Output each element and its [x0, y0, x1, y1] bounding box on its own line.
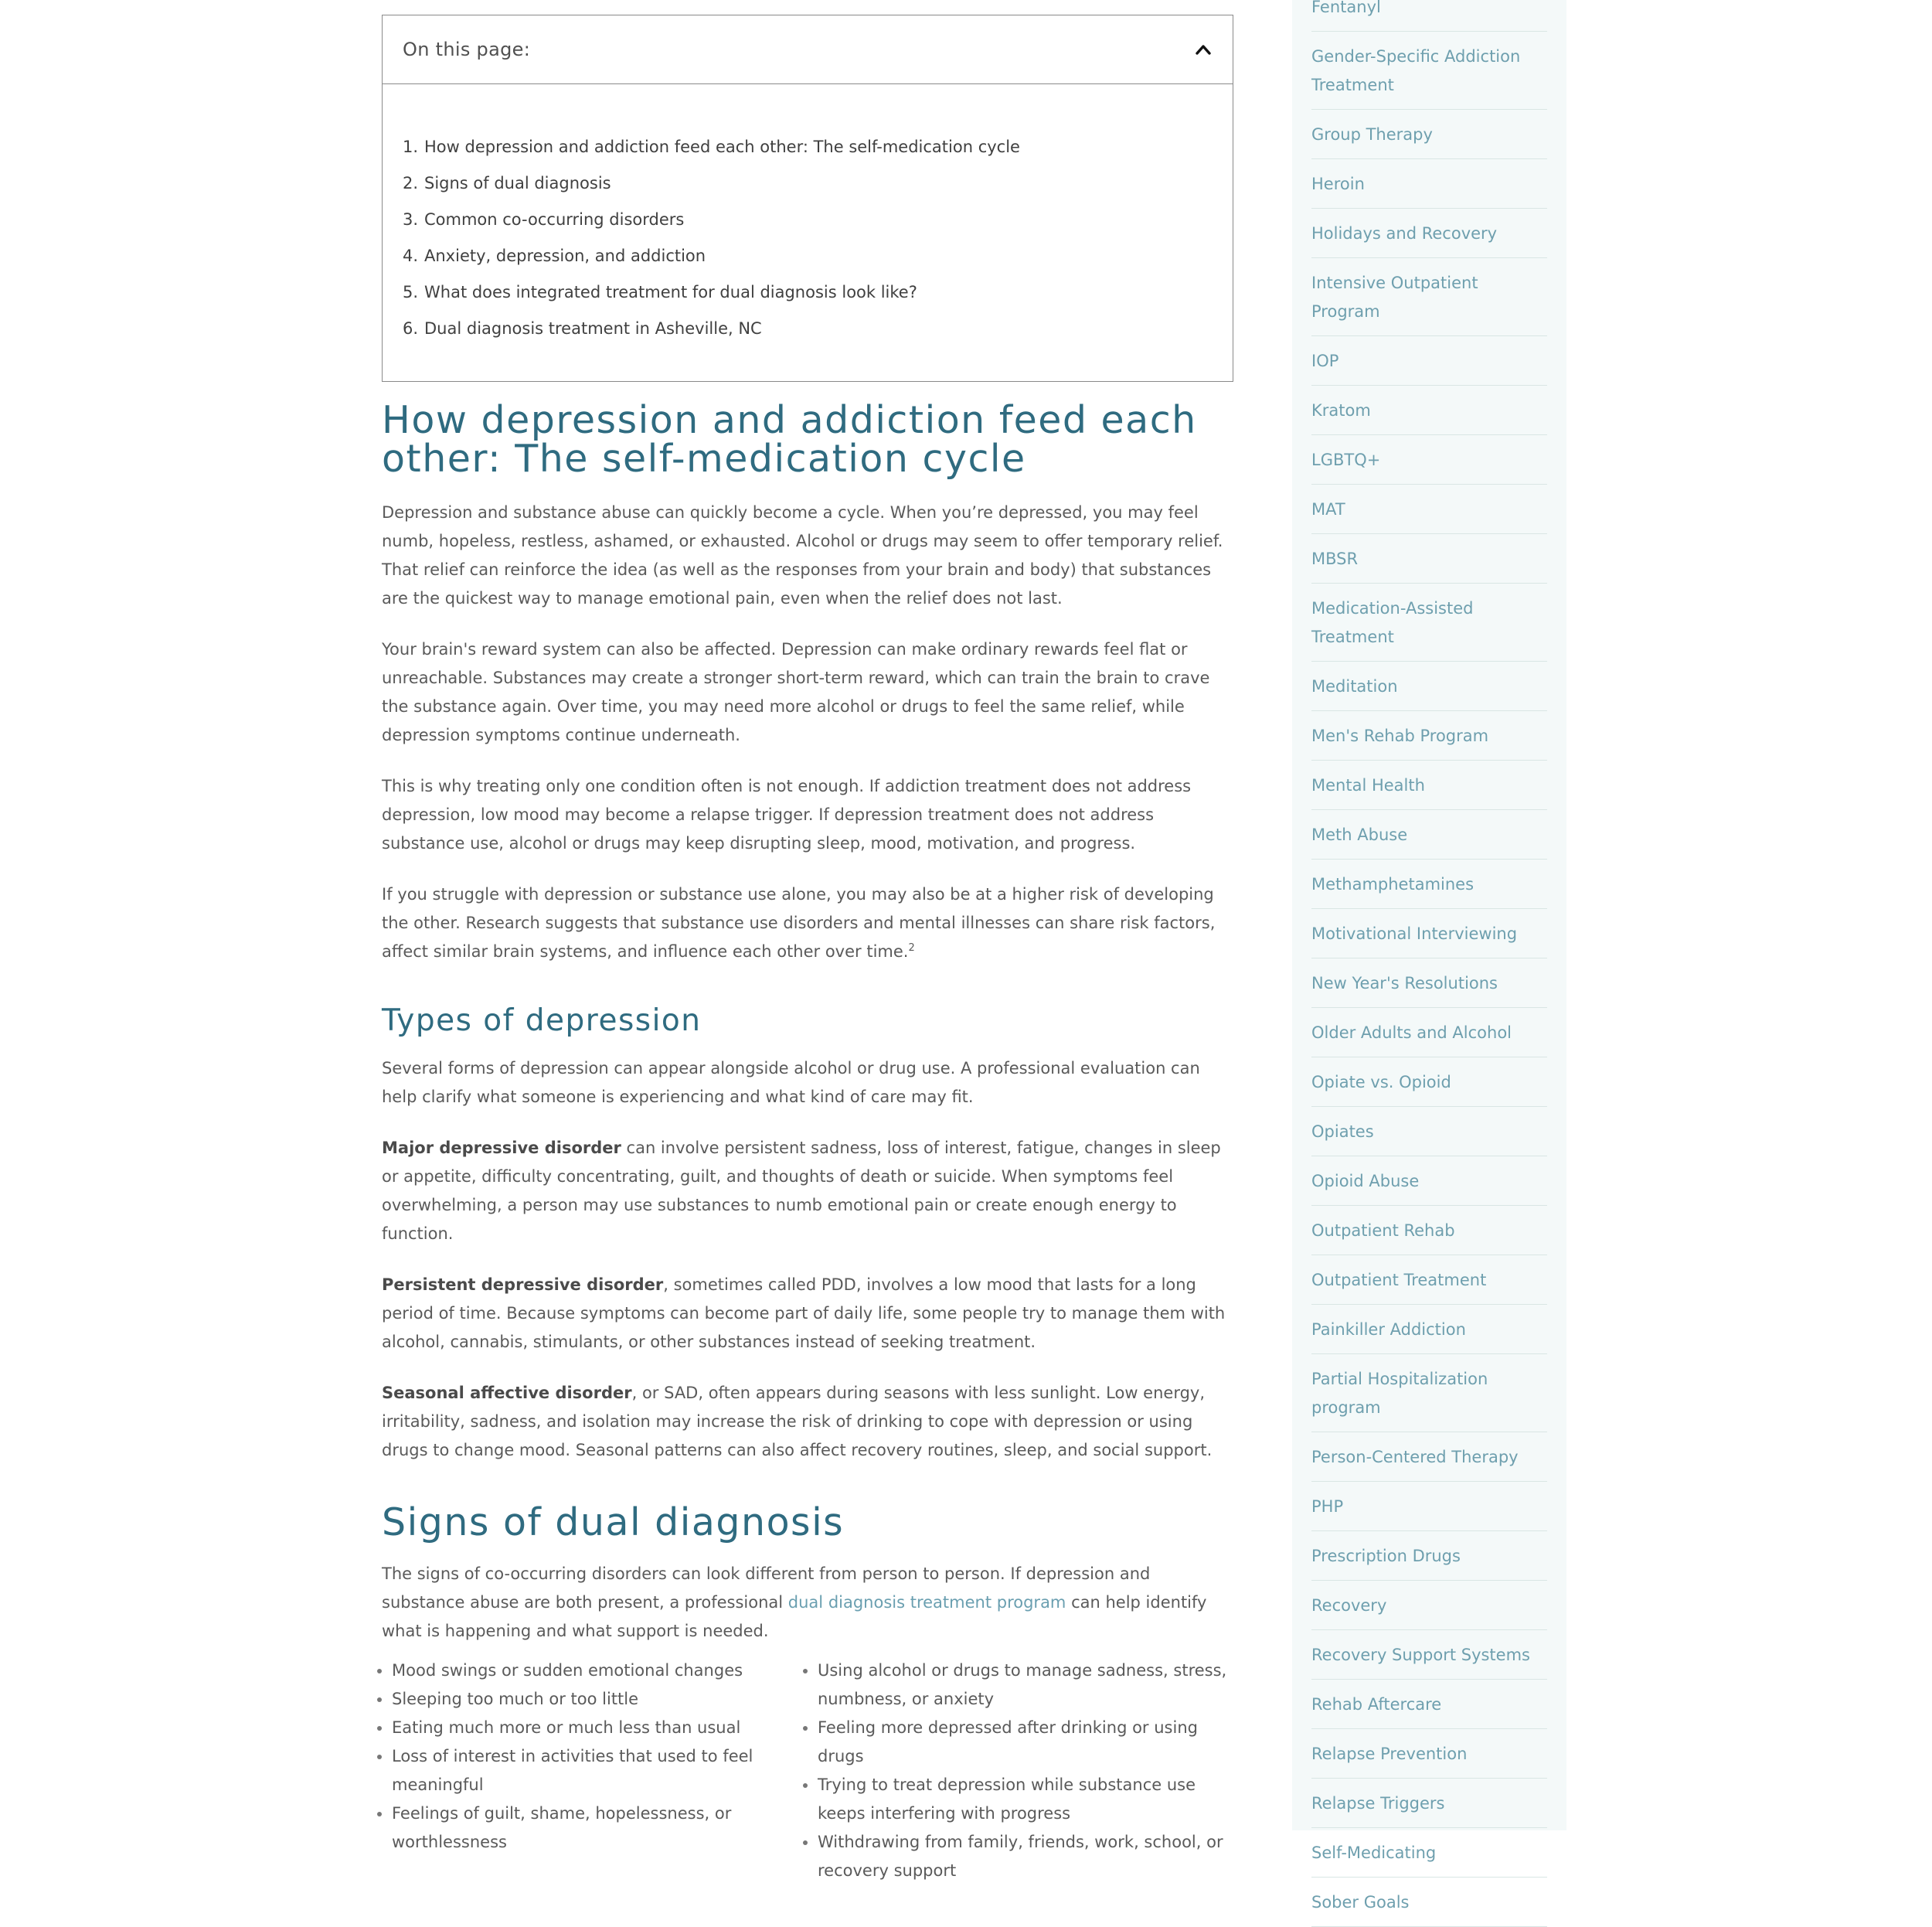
sidebar-topic-link[interactable]: MAT — [1311, 485, 1547, 534]
sidebar-topic-link[interactable]: Person-Centered Therapy — [1311, 1432, 1547, 1482]
paragraph: If you struggle with depression or substance use alone, you may also be at a higher risk of developing the other. Research suggests that substance use disorders and mental illnesses can share risk factors, affect similar brain systems, and influence each other over time.$^2$ — [382, 885, 1216, 961]
sidebar-topic-link[interactable]: Rehab Aftercare — [1311, 1680, 1547, 1729]
footnote-ref[interactable]: 2 — [908, 942, 915, 954]
toc-link[interactable]: Common co-occurring disorders — [424, 210, 685, 229]
list-item: Feeling more depressed after drinking or using drugs — [808, 1714, 1233, 1771]
toc-link[interactable]: Anxiety, depression, and addiction — [424, 247, 706, 265]
term-sad: Seasonal affective disorder — [382, 1384, 632, 1402]
toc-item[interactable]: 6. Dual diagnosis treatment in Asheville, NC — [403, 319, 762, 338]
list-item: Sleeping too much or too little — [382, 1685, 808, 1714]
toc-link[interactable]: How depression and addiction feed each other: The self-medication cycle — [424, 138, 1020, 156]
toc-item[interactable]: 5. What does integrated treatment for dual diagnosis look like? — [403, 283, 917, 301]
main-content — [382, 0, 1233, 1885]
sidebar-topic-link[interactable]: Partial Hospitalization program — [1311, 1354, 1547, 1432]
toc-link[interactable]: Dual diagnosis treatment in Asheville, NC — [424, 319, 762, 338]
sidebar-topic-link[interactable]: Kratom — [1311, 386, 1547, 435]
toc-list — [383, 84, 1233, 381]
list-item: Withdrawing from family, friends, work, school, or recovery support — [808, 1828, 1233, 1885]
list-item: Using alcohol or drugs to manage sadness, stress, numbness, or anxiety — [808, 1656, 1233, 1714]
list-item: Feelings of guilt, shame, hopelessness, or worthlessness — [382, 1799, 808, 1857]
sidebar-topic-link[interactable]: Relapse Prevention — [1311, 1729, 1547, 1779]
section-heading-signs: Signs of dual diagnosis — [382, 1500, 845, 1544]
toc-item[interactable]: 2. Signs of dual diagnosis — [403, 174, 611, 192]
sidebar-topic-link[interactable]: Outpatient Treatment — [1311, 1255, 1547, 1305]
term-pdd: Persistent depressive disorder — [382, 1275, 664, 1294]
sidebar-topic-link[interactable]: Relapse Triggers — [1311, 1779, 1547, 1828]
sidebar-topic-link[interactable]: Heroin — [1311, 159, 1547, 209]
toc-item[interactable]: 3. Common co-occurring disorders — [403, 210, 685, 229]
sidebar-topic-link[interactable]: Men's Rehab Program — [1311, 711, 1547, 761]
sidebar-topic-link[interactable]: Mental Health — [1311, 761, 1547, 810]
sidebar-topic-list — [1292, 0, 1547, 1927]
toc-toggle[interactable] — [383, 15, 1233, 84]
sidebar-topic-link[interactable]: Meth Abuse — [1311, 810, 1547, 860]
paragraph: Your brain's reward system can also be affected. Depression can make ordinary rewards feel flat or unreachable. Substances may create a stronger short-term reward, which can train the brain to crave the substance again. Over time, you may need more alcohol or drugs to feel the same relief, while depression symptoms continue underneath. — [382, 640, 1210, 744]
paragraph: Persistent depressive disorder, sometimes called PDD, involves a low mood that lasts for a long period of time. Because symptoms can become part of daily life, some people try to manage them with alcohol, cannabis, stimulants, or other substances instead of seeking treatment. — [382, 1275, 1226, 1351]
sidebar-topic-link[interactable]: New Year's Resolutions — [1311, 958, 1547, 1008]
paragraph: Depression and substance abuse can quickly become a cycle. When you’re depressed, you may feel numb, hopeless, restless, ashamed, or exhausted. Alcohol or drugs may seem to offer temporary relief. That relief can reinforce the idea (as well as the responses from your brain and body) that substances are the quickest way to manage emotional pain, even when the relief does not last. — [382, 503, 1223, 608]
sidebar-topic-link[interactable]: Holidays and Recovery — [1311, 209, 1547, 258]
signs-list-column-1 — [382, 1656, 808, 1885]
list-item: Loss of interest in activities that used to feel meaningful — [382, 1742, 808, 1799]
dual-diagnosis-program-link[interactable]: dual diagnosis treatment program — [787, 1593, 1066, 1612]
sidebar-topic-link[interactable]: Fentanyl — [1311, 0, 1547, 32]
sidebar-topic-link[interactable]: Group Therapy — [1311, 110, 1547, 159]
toc-item[interactable]: 4. Anxiety, depression, and addiction — [403, 247, 706, 265]
sidebar-topic-link[interactable]: IOP — [1311, 336, 1547, 386]
list-item: Mood swings or sudden emotional changes — [382, 1656, 808, 1685]
subheading-types-of-depression: Types of depression — [382, 1003, 702, 1038]
sidebar-topic-link[interactable]: Meditation — [1311, 662, 1547, 711]
sidebar-topic-link[interactable]: Motivational Interviewing — [1311, 909, 1547, 958]
paragraph: The signs of co-occurring disorders can look different from person to person. If depression and substance abuse are both present, a professional dual diagnosis treatment program can help identify what is happening and what support is needed. — [382, 1564, 1207, 1640]
sidebar-topic-link[interactable]: Intensive Outpatient Program — [1311, 258, 1547, 336]
sidebar-topic-link[interactable]: MBSR — [1311, 534, 1547, 584]
sidebar-topic-link[interactable]: Self-Medicating — [1311, 1828, 1547, 1878]
sidebar-topic-link[interactable]: Outpatient Rehab — [1311, 1206, 1547, 1255]
sidebar-topic-link[interactable]: Methamphetamines — [1311, 860, 1547, 909]
sidebar-topic-link[interactable]: Recovery — [1311, 1581, 1547, 1630]
table-of-contents — [382, 15, 1233, 382]
list-item: Trying to treat depression while substance use keeps interfering with progress — [808, 1771, 1233, 1828]
list-item: Eating much more or much less than usual — [382, 1714, 808, 1742]
sidebar-topic-link[interactable]: Prescription Drugs — [1311, 1531, 1547, 1581]
paragraph: This is why treating only one condition often is not enough. If addiction treatment does not address depression, low mood may become a relapse trigger. If depression treatment does not address substance use, alcohol or drugs may keep disrupting sleep, mood, motivation, and progress. — [382, 777, 1192, 853]
sidebar-topics — [1292, 0, 1566, 1912]
toc-link[interactable]: What does integrated treatment for dual diagnosis look like? — [424, 283, 917, 301]
sidebar-topic-link[interactable]: Opiate vs. Opioid — [1311, 1057, 1547, 1107]
paragraph: Several forms of depression can appear alongside alcohol or drug use. A professional evaluation can help clarify what someone is experiencing and what kind of care may fit. — [382, 1059, 1200, 1106]
toc-link[interactable]: Signs of dual diagnosis — [424, 174, 611, 192]
sidebar-topic-link[interactable]: Older Adults and Alcohol — [1311, 1008, 1547, 1057]
paragraph: Major depressive disorder can involve persistent sadness, loss of interest, fatigue, changes in sleep or appetite, difficulty concentrating, guilt, and thoughts of death or suicide. When symptoms feel overwhelming, a person may use substances to numb emotional pain or create enough energy to function. — [382, 1139, 1221, 1243]
paragraph: Seasonal affective disorder, or SAD, often appears during seasons with less sunlight. Low energy, irritability, sadness, and isolation may increase the risk of drinking to cope with depression or using drugs to change mood. Seasonal patterns can also affect recovery routines, sleep, and social support. — [382, 1384, 1213, 1459]
signs-list-column-2 — [808, 1656, 1233, 1885]
sidebar-topic-link[interactable]: Gender-Specific Addiction Treatment — [1311, 32, 1547, 110]
sidebar-topic-link[interactable]: Opiates — [1311, 1107, 1547, 1156]
sidebar-topic-link[interactable]: Recovery Support Systems — [1311, 1630, 1547, 1680]
section-heading-self-medication: How depression and addiction feed each other: The self-medication cycle — [382, 398, 1197, 481]
sidebar-topic-link[interactable]: PHP — [1311, 1482, 1547, 1531]
sidebar-topic-link[interactable]: Sober Goals — [1311, 1878, 1547, 1927]
sidebar-topic-link[interactable]: Opioid Abuse — [1311, 1156, 1547, 1206]
sidebar-topic-link[interactable]: LGBTQ+ — [1311, 435, 1547, 485]
toc-title: On this page: — [403, 39, 531, 60]
sidebar-topic-link[interactable]: Medication-Assisted Treatment — [1311, 584, 1547, 662]
signs-list — [382, 1656, 1233, 1885]
term-mdd: Major depressive disorder — [382, 1139, 621, 1157]
chevron-up-icon[interactable] — [1194, 40, 1213, 59]
toc-item[interactable]: 1. How depression and addiction feed each other: The self-medication cycle — [403, 138, 1020, 156]
sidebar-topic-link[interactable]: Painkiller Addiction — [1311, 1305, 1547, 1354]
